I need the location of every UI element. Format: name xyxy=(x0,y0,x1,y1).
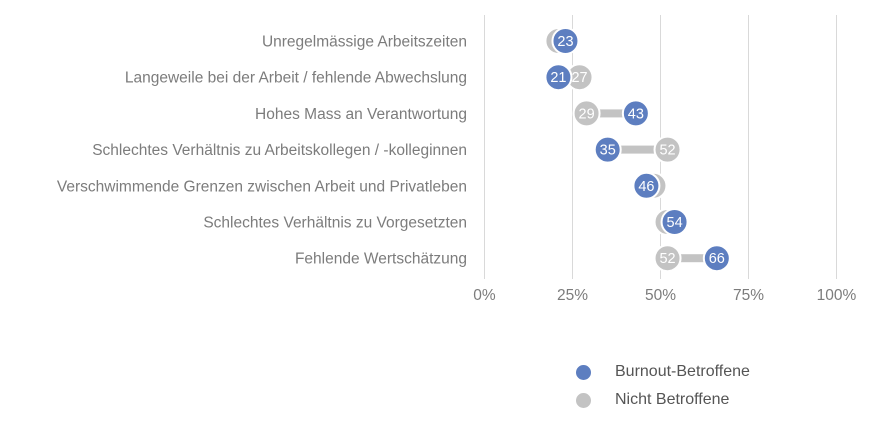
value-label-nicht: 27 xyxy=(571,70,588,87)
legend-dot-burnout-icon xyxy=(576,365,591,380)
value-label-nicht: 52 xyxy=(659,251,676,268)
legend-label-burnout: Burnout-Betroffene xyxy=(615,363,750,380)
value-label-burnout: 21 xyxy=(550,70,567,87)
category-label: Schlechtes Verhältnis zu Arbeitskollegen / -kolleginnen xyxy=(92,142,467,160)
axis-tick-label: 0% xyxy=(473,287,496,304)
value-label-nicht: 52 xyxy=(659,142,676,159)
category-label: Schlechtes Verhältnis zu Vorgesetzten xyxy=(203,214,467,232)
axis-tick-label: 50% xyxy=(644,287,677,304)
axis-tick-label: 75% xyxy=(732,287,765,304)
axis-tick-label: 25% xyxy=(556,287,589,304)
value-label-burnout: 46 xyxy=(638,178,655,195)
value-label-burnout: 43 xyxy=(627,106,644,123)
category-label: Unregelmässige Arbeitszeiten xyxy=(261,33,467,51)
legend-item-burnout-betroffene[interactable] xyxy=(576,358,750,386)
axis-tick-label: 100% xyxy=(816,287,857,304)
category-label: Langeweile bei der Arbeit / fehlende Abwechslung xyxy=(124,69,467,87)
value-label-nicht: 29 xyxy=(578,106,595,123)
legend-item-nicht-betroffene[interactable] xyxy=(576,386,750,414)
value-label-burnout: 35 xyxy=(599,142,616,159)
legend-label-nicht: Nicht Betroffene xyxy=(615,391,730,408)
value-label-burnout: 66 xyxy=(708,251,725,268)
legend-dot-nicht-icon xyxy=(576,393,591,408)
value-label-burnout: 23 xyxy=(557,34,574,50)
category-label: Verschwimmende Grenzen zwischen Arbeit und Privatleben xyxy=(56,178,467,196)
category-label: Fehlende Wertschätzung xyxy=(294,250,467,268)
value-label-burnout: 54 xyxy=(666,215,683,231)
chart-legend xyxy=(576,358,750,414)
category-label: Hohes Mass an Verantwortung xyxy=(255,105,467,123)
